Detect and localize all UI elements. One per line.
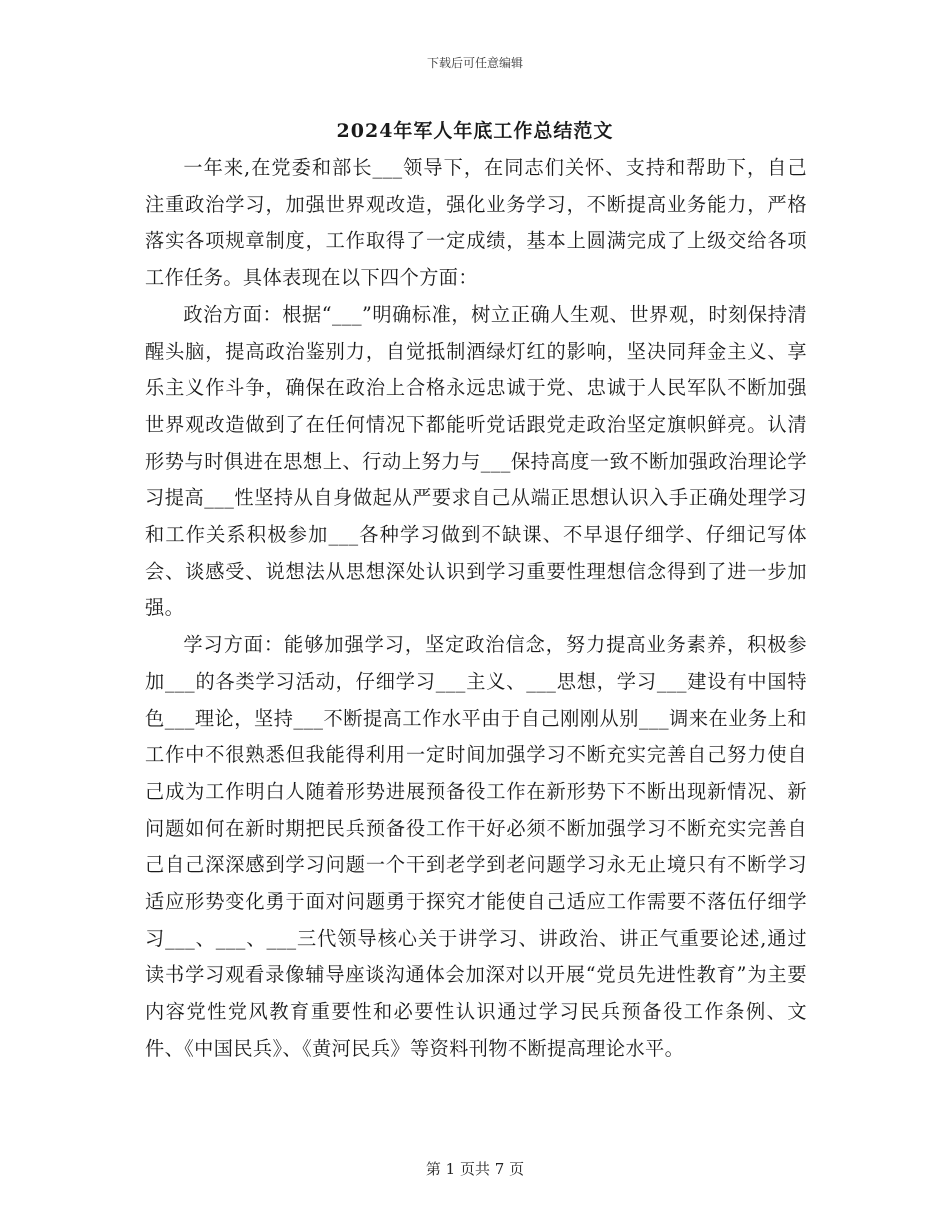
- paragraph-political: 政治方面：根据“___”明确标准，树立正确人生观、世界观，时刻保持清醒头脑，提高政治鉴别力，自觉抵制酒绿灯红的影响，坚决同拜金主义、享乐主义作斗争，确保在政治上合格永远忠诚于党、忠诚于人民军队不断加强世界观改造做到了在任何情况下都能听党话跟党走政治坚定旗帜鲜亮。认清形势与时俱进在思想上、行动上努力与___保持高度一致不断加强政治理论学习提高___性坚持从自身做起从严要求自己从端正思想认识入手正确处理学习和工作关系积极参加___各种学习做到不缺课、不早退仔细学、仔细记写体会、谈感受、说想法从思想深处认识到学习重要性理想信念得到了进一步加强。: [145, 302, 807, 620]
- document-body: [145, 150, 807, 1068]
- page-number: 第 1 页共 7 页: [425, 1160, 525, 1178]
- header-note: 下载后可任意编辑: [426, 56, 523, 70]
- paragraph-intro: 一年来,在党委和部长___领导下，在同志们关怀、支持和帮助下，自己注重政治学习，加强世界观改造，强化业务学习，不断提高业务能力，严格落实各项规章制度，工作取得了一定成绩，基本上圆满完成了上级交给各项工作任务。具体表现在以下四个方面：: [145, 156, 807, 290]
- document-title: 2024年军人年底工作总结范文: [336, 120, 614, 142]
- paragraph-study: 学习方面：能够加强学习，坚定政治信念，努力提高业务素养，积极参加___的各类学习活动，仔细学习___主义、___思想，学习___建设有中国特色___理论，坚持___不断提高工作水平由于自己刚刚从别___调来在业务上和工作中不很熟悉但我能得利用一定时间加强学习不断充实完善自己努力使自己成为工作明白人随着形势进展预备役工作在新形势下不断出现新情况、新问题如何在新时期把民兵预备役工作干好必须不断加强学习不断充实完善自己自己深深感到学习问题一个干到老学到老问题学习永无止境只有不断学习适应形势变化勇于面对问题勇于探究才能使自己适应工作需要不落伍仔细学习___、___、___三代领导核心关于讲学习、讲政治、讲正气重要论述,通过读书学习观看录像辅导座谈沟通体会加深对以开展“党员先进性教育”为主要内容党性党风教育重要性和必要性认识通过学习民兵预备役工作条例、文件、《中国民兵》、《黄河民兵》等资料刊物不断提高理论水平。: [145, 633, 807, 1060]
